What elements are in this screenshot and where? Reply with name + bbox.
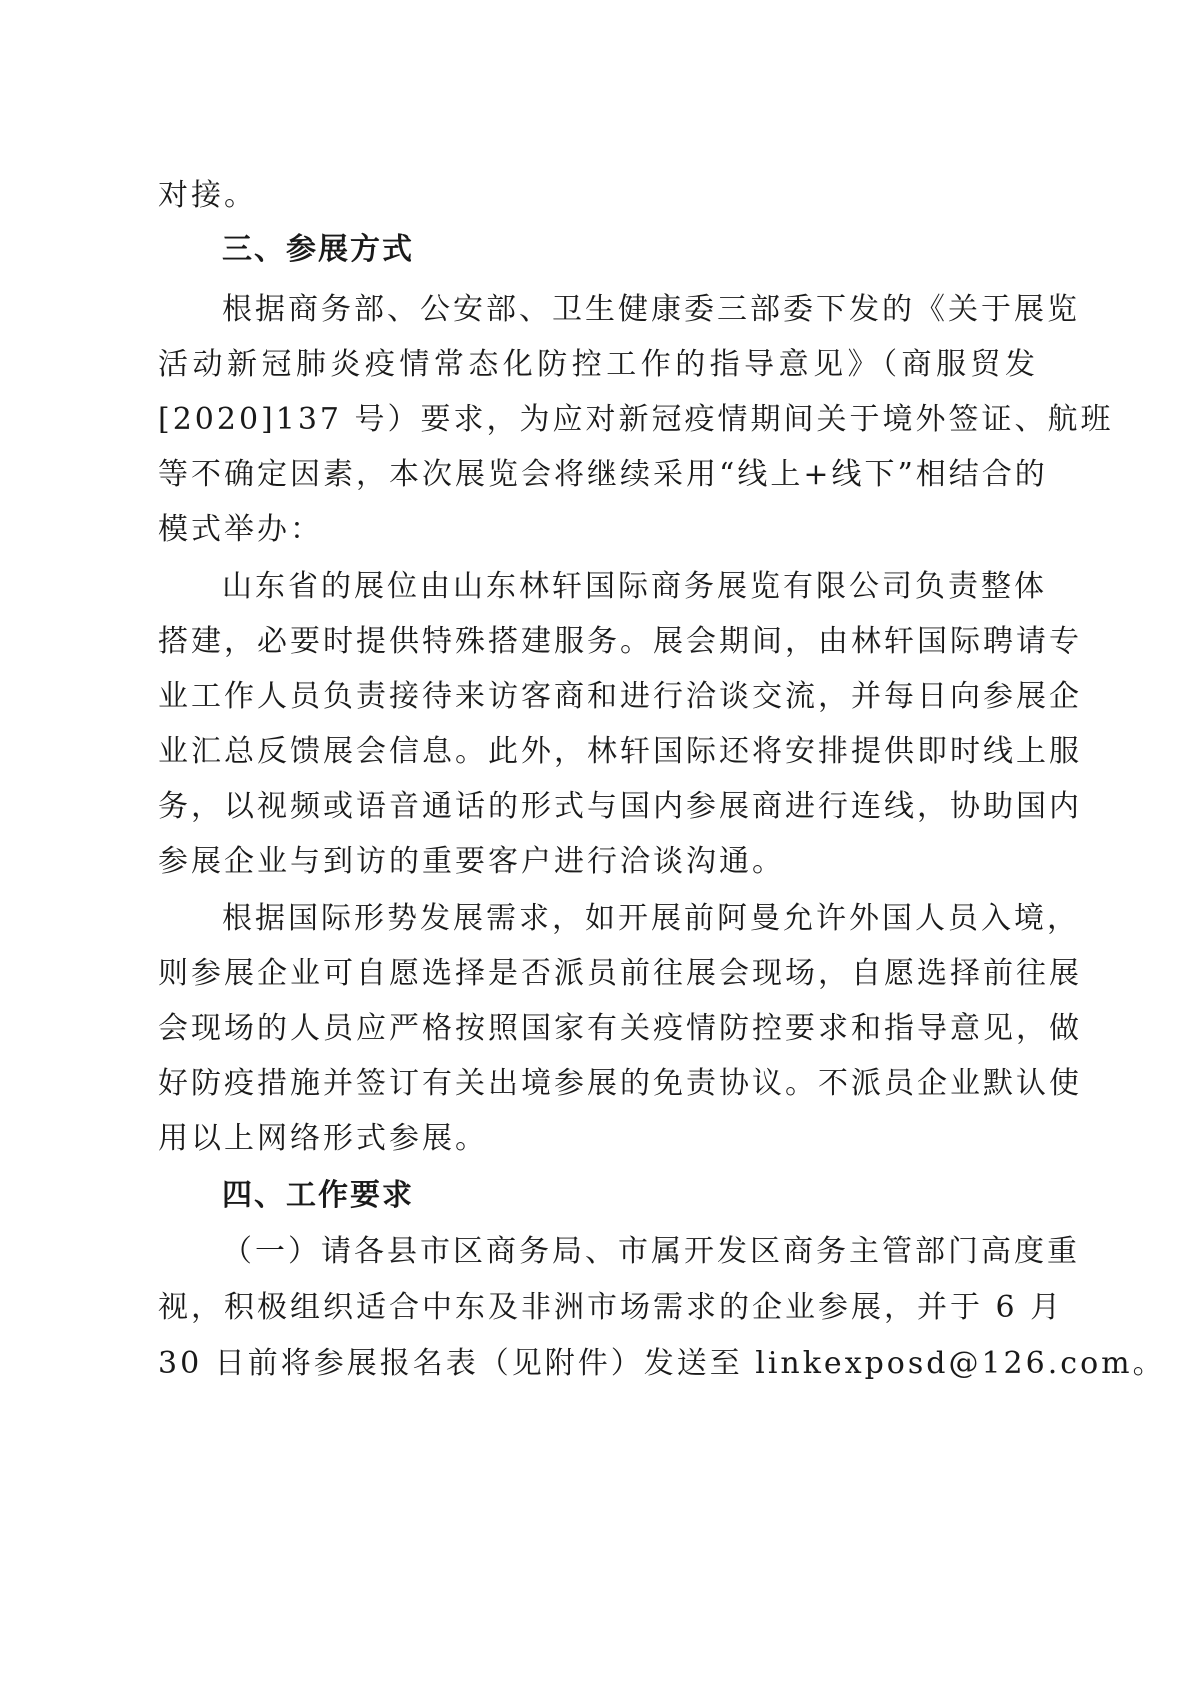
text-line: 活动新冠肺炎疫情常态化防控工作的指导意见》（商服贸发: [158, 347, 1038, 382]
text-line: 用以上网络形式参展。: [158, 1121, 488, 1156]
text-line: 视，积极组织适合中东及非洲市场需求的企业参展，并于 6 月: [158, 1290, 1064, 1325]
text-line: 业汇总反馈展会信息。此外，林轩国际还将安排提供即时线上服: [158, 734, 1082, 769]
text-line: 模式举办：: [158, 512, 323, 547]
text-line: 根据商务部、公安部、卫生健康委三部委下发的《关于展览: [222, 292, 1080, 327]
text-line: 业工作人员负责接待来访客商和进行洽谈交流，并每日向参展企: [158, 679, 1082, 714]
text-line: 山东省的展位由山东林轩国际商务展览有限公司负责整体: [222, 569, 1047, 604]
text-line: 根据国际形势发展需求，如开展前阿曼允许外国人员入境，: [222, 901, 1080, 936]
text-line-email: 30 日前将参展报名表（见附件）发送至 linkexposd@126.com。: [158, 1346, 1166, 1381]
text-line: （一）请各县市区商务局、市属开发区商务主管部门高度重: [222, 1234, 1080, 1269]
text-line: 参展企业与到访的重要客户进行洽谈沟通。: [158, 844, 785, 879]
text-line: 好防疫措施并签订有关出境参展的免责协议。不派员企业默认使: [158, 1066, 1082, 1101]
text-line: 等不确定因素，本次展览会将继续采用“线上+线下”相结合的: [158, 457, 1048, 492]
section-heading-work-requirements: 四、工作要求: [222, 1178, 414, 1213]
text-line: 则参展企业可自愿选择是否派员前往展会现场，自愿选择前往展: [158, 956, 1082, 991]
text-line: 对接。: [158, 178, 257, 213]
text-line: 务，以视频或语音通话的形式与国内参展商进行连线，协助国内: [158, 789, 1082, 824]
section-heading-participation-method: 三、参展方式: [222, 232, 414, 267]
text-line: 会现场的人员应严格按照国家有关疫情防控要求和指导意见，做: [158, 1011, 1082, 1046]
text-line: [2020]137 号）要求，为应对新冠疫情期间关于境外签证、航班: [158, 402, 1114, 437]
text-line: 搭建，必要时提供特殊搭建服务。展会期间，由林轩国际聘请专: [158, 624, 1082, 659]
